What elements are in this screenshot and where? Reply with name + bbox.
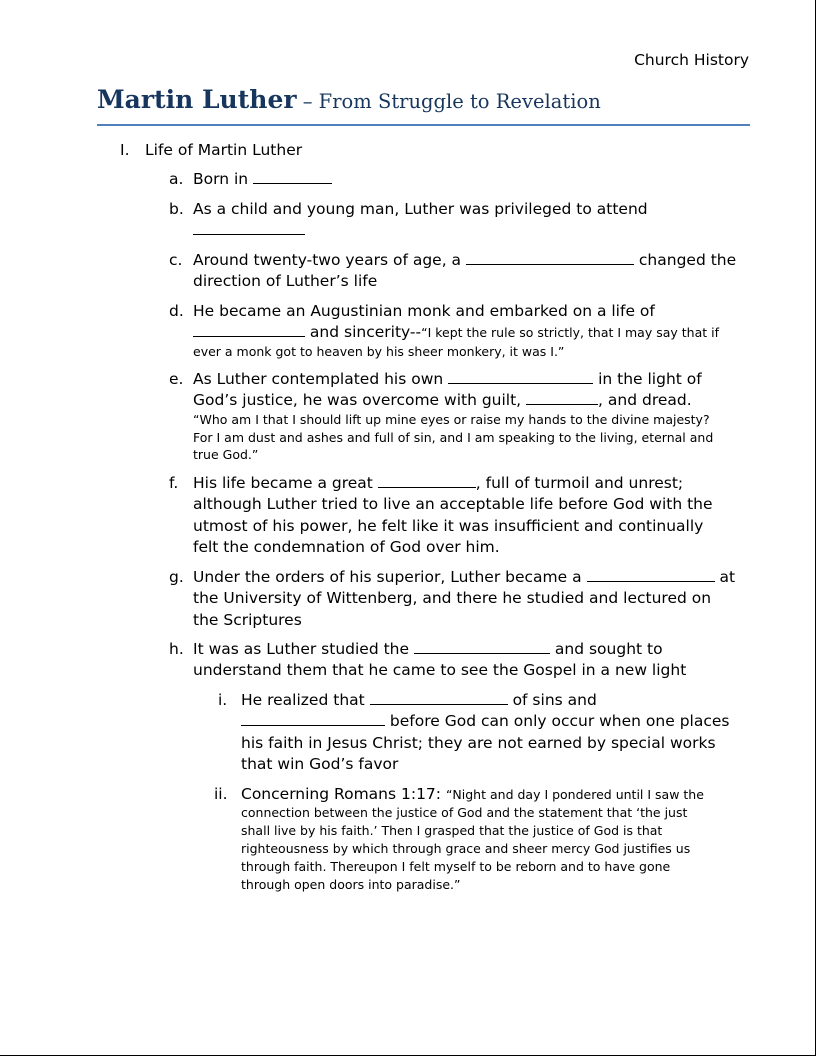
item-text: Concerning Romans 1:17: (241, 785, 446, 803)
item-text: As Luther contemplated his own (193, 370, 449, 388)
item-text: felt the condemnation of God over him. (193, 538, 500, 556)
item-text: God’s justice, he was overcome with guilt, (193, 391, 527, 409)
item-text: utmost of his power, he felt like it was insufficient and continually (193, 517, 704, 535)
item-text: although Luther tried to live an acceptable life before God with the (193, 495, 713, 513)
item-text: direction of Luther’s life (193, 272, 378, 290)
item-label: e. (169, 370, 184, 388)
fill-blank[interactable] (193, 220, 305, 235)
item-label: d. (169, 302, 184, 320)
item-text: of sins and (507, 691, 597, 709)
fill-blank[interactable] (414, 639, 550, 654)
item-text: It was as Luther studied the (193, 640, 414, 658)
title-main: Martin Luther (97, 85, 297, 114)
item-label: a. (169, 170, 184, 188)
page-title (97, 84, 750, 126)
quote-text: “Night and day I pondered until I saw the (445, 787, 704, 802)
item-text: in the light of (593, 370, 702, 388)
item-text: , full of turmoil and unrest; (475, 474, 684, 492)
fill-blank[interactable] (193, 322, 305, 337)
quote-text: through open doors into paradise.” (241, 877, 461, 892)
item-text: his faith in Jesus Christ; they are not earned by special works (241, 734, 716, 752)
fill-blank[interactable] (526, 390, 598, 405)
quote-text: For I am dust and ashes and full of sin, and I am speaking to the living, eternal and (193, 430, 714, 445)
item-text: the Scriptures (193, 611, 302, 629)
item-text: and sincerity-- (305, 323, 422, 341)
item-label: b. (169, 200, 184, 218)
item-label: g. (169, 568, 184, 586)
item-label: i. (218, 691, 228, 709)
fill-blank[interactable] (378, 473, 476, 488)
item-label: ii. (214, 785, 228, 803)
quote-text: righteousness by which through grace and sheer mercy God justifies us (241, 841, 691, 856)
item-text: Around twenty-two years of age, a (193, 251, 466, 269)
fill-blank[interactable] (587, 567, 715, 582)
quote-text: shall live by his faith.’ Then I grasped that the justice of God is that (241, 823, 663, 838)
title-subtitle: – From Struggle to Revelation (296, 90, 601, 113)
fill-blank[interactable] (253, 169, 332, 184)
item-text: He became an Augustinian monk and embarked on a life of (193, 302, 655, 320)
quote-text: “Who am I that I should lift up mine eyes or raise my hands to the divine majesty? (193, 412, 710, 427)
quote-text: connection between the justice of God and the statement that ‘the just (241, 805, 688, 820)
item-text: at (714, 568, 736, 586)
item-text: As a child and young man, Luther was privileged to attend (193, 200, 648, 218)
item-text: Under the orders of his superior, Luther became a (193, 568, 587, 586)
item-label: h. (169, 640, 184, 658)
item-text: Born in (193, 170, 254, 188)
header-course: Church History (634, 51, 749, 69)
fill-blank[interactable] (466, 250, 634, 265)
fill-blank[interactable] (448, 369, 593, 384)
item-label: f. (169, 474, 179, 492)
item-text: understand them that he came to see the Gospel in a new light (193, 661, 687, 679)
item-text: before God can only occur when one places (385, 712, 730, 730)
item-text: the University of Wittenberg, and there he studied and lectured on (193, 589, 712, 607)
quote-text: ever a monk got to heaven by his sheer monkery, it was I.” (193, 344, 565, 359)
quote-text: “I kept the rule so strictly, that I may say that if (421, 325, 719, 340)
fill-blank[interactable] (370, 690, 508, 705)
item-text: changed the (633, 251, 737, 269)
section-label: I. (120, 141, 130, 159)
fill-blank[interactable] (241, 711, 385, 726)
quote-text: through faith. Thereupon I felt myself to be reborn and to have gone (241, 859, 671, 874)
quote-text: true God.” (193, 447, 259, 462)
section-title: Life of Martin Luther (145, 141, 303, 159)
item-text: , and dread. (598, 391, 692, 409)
item-label: c. (169, 251, 183, 269)
item-text: He realized that (241, 691, 370, 709)
item-text: and sought to (549, 640, 663, 658)
item-text: that win God’s favor (241, 755, 399, 773)
item-text: His life became a great (193, 474, 378, 492)
